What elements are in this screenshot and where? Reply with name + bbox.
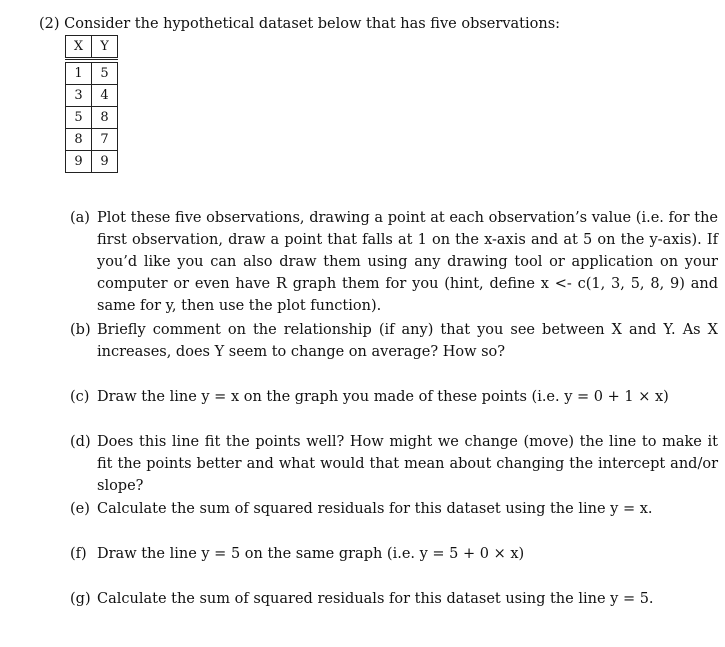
part-label: (a) xyxy=(70,210,90,226)
question-part-f xyxy=(70,543,718,565)
cell-y: 9 xyxy=(92,151,118,173)
question-part-a xyxy=(70,207,718,317)
part-label: (d) xyxy=(70,434,91,450)
part-text: Plot these five observations, drawing a point at each observation’s value (i.e. for the first observation, draw a point that falls at 1 on the x-axis and at 5 on the y-axis). If you’d like you can also draw them using any drawing tool or application on your computer or even have R graph them for you (hint, define x <- c(1, 3, 5, 8, 9) and same for y, then use the plot function). xyxy=(97,210,718,314)
question-part-e xyxy=(70,498,718,520)
cell-y: 8 xyxy=(92,107,118,129)
table-row xyxy=(66,129,118,151)
part-text: Calculate the sum of squared residuals for this dataset using the line y = 5. xyxy=(97,591,654,607)
question-part-d xyxy=(70,431,718,497)
part-text: Does this line fit the points well? How might we change (move) the line to make it fit the points better and what would that mean about changing the intercept and/or slope? xyxy=(97,434,718,494)
cell-x: 1 xyxy=(66,63,92,85)
part-label: (e) xyxy=(70,501,90,517)
question-part-g xyxy=(70,588,718,610)
part-label: (b) xyxy=(70,322,91,338)
table-row xyxy=(66,85,118,107)
part-text: Draw the line y = x on the graph you made of these points (i.e. y = 0 + 1 × x) xyxy=(97,389,669,405)
part-text: Briefly comment on the relationship (if any) that you see between X and Y. As X increases, does Y seem to change on average? How so? xyxy=(97,322,718,360)
part-label: (f) xyxy=(70,546,87,562)
cell-x: 5 xyxy=(66,107,92,129)
cell-y: 5 xyxy=(92,63,118,85)
problem-heading: (2) Consider the hypothetical dataset below that has five observations: xyxy=(39,16,561,32)
part-text: Draw the line y = 5 on the same graph (i.e. y = 5 + 0 × x) xyxy=(97,546,525,562)
part-label: (c) xyxy=(70,389,90,405)
table-row xyxy=(66,63,118,85)
part-label: (g) xyxy=(70,591,91,607)
table-row xyxy=(66,107,118,129)
question-part-b xyxy=(70,319,718,363)
cell-x: 8 xyxy=(66,129,92,151)
part-text: Calculate the sum of squared residuals for this dataset using the line y = x. xyxy=(97,501,653,517)
question-part-c xyxy=(70,386,718,408)
column-header-y: Y xyxy=(92,36,118,59)
column-header-x: X xyxy=(66,36,92,59)
cell-y: 4 xyxy=(92,85,118,107)
cell-y: 7 xyxy=(92,129,118,151)
table-row xyxy=(66,151,118,173)
dataset-table xyxy=(65,35,118,173)
cell-x: 9 xyxy=(66,151,92,173)
table-header-row xyxy=(66,36,118,59)
cell-x: 3 xyxy=(66,85,92,107)
